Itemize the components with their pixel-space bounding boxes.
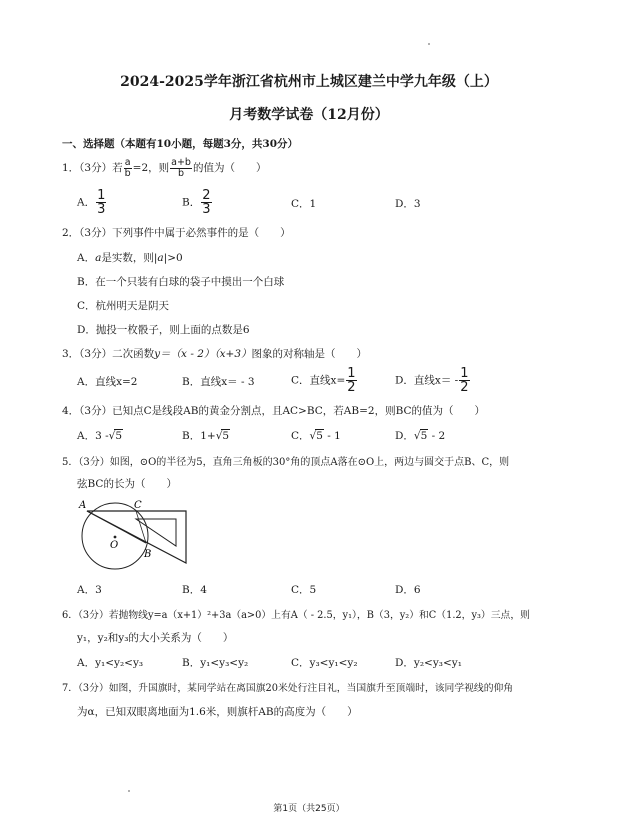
q1-option-c: C．1 [291, 198, 317, 210]
q1-fraction-a-over-b: $\frac{a}{b}$ [124, 157, 131, 179]
question-7-stem-line2: 为α，已知双眼离地面为1.6米，则旗杆AB的高度为（ ） [77, 706, 358, 718]
question-4-stem: 4．（3分）已知点C是线段AB的黄金分割点，且AC>BC，若AB=2，则BC的值为（ ） [62, 405, 486, 417]
q3-option-d: D．直线x＝ - $\frac{1}{2}$ [395, 366, 469, 395]
q5-label-b: B [144, 549, 152, 560]
q1-mid: =2，则 [132, 162, 170, 174]
q5-option-a: A．3 [77, 584, 102, 596]
section-heading: 一、选择题（本题有10小题，每题3分，共30分） [62, 138, 299, 150]
question-7-stem-line1: 7．（3分）如图，升国旗时，某同学站在离国旗20米处行注目礼，当国旗升至顶端时，该同学视线的仰角 [62, 683, 514, 694]
q2-option-b: B．在一个只装有白球的袋子中摸出一个白球 [77, 276, 285, 288]
scan-dot [428, 43, 430, 45]
q3-option-b: B．直线x＝ - 3 [182, 376, 255, 388]
question-5-stem-line1: 5．（3分）如图，⊙O的半径为5，直角三角板的30°角的顶点A落在⊙O上，两边与圆交于点B、C，则 [62, 457, 510, 468]
q5-set-square-inner [136, 519, 176, 546]
page-footer: 第1页（共25页） [273, 804, 345, 814]
q4-option-a: A．3 -√5 [77, 430, 123, 442]
question-3-stem: 3．（3分）二次函数y＝（x - 2）（x+3）图象的对称轴是（ ） [62, 348, 368, 360]
q4-option-c: C．√5 - 1 [291, 430, 341, 442]
question-5-stem-line2: 弦BC的长为（ ） [77, 478, 177, 490]
q1-prefix: 1．（3分）若 [62, 162, 123, 174]
q5-label-o: O [110, 540, 119, 551]
q6-option-b: B．y₁<y₃<y₂ [182, 657, 249, 669]
page-title-line1: 2024-2025学年浙江省杭州市上城区建兰中学九年级（上） [120, 74, 498, 90]
q1-option-b: B． $\frac{2}{3}$ [182, 188, 211, 217]
q6-option-c: C．y₃<y₁<y₂ [291, 657, 358, 669]
question-6-stem-line2: y₁，y₂和y₃的大小关系为（ ） [77, 632, 234, 644]
q4-option-d: D．√5 - 2 [395, 430, 446, 442]
q2-option-a: A．a是实数，则|a|>0 [77, 252, 183, 264]
page-title-line2: 月考数学试卷（12月份） [229, 107, 389, 123]
q5-center-point [114, 536, 117, 539]
q5-option-b: B．4 [182, 584, 207, 596]
question-6-stem-line1: 6．（3分）若抛物线y=a（x+1）²+3a（a>0）上有A（ - 2.5，y₁），B（3，y₂）和C（1.2，y₃）三点，则 [62, 610, 530, 621]
q6-option-d: D．y₂<y₃<y₁ [395, 657, 462, 669]
question-1-stem [62, 158, 266, 178]
q1-option-a: A． $\frac{1}{3}$ [77, 188, 106, 217]
q1-fraction-sum: $\frac{a+b}{b}$ [171, 157, 191, 179]
question-2-stem: 2．（3分）下列事件中属于必然事件的是（ ） [62, 227, 291, 239]
q3-option-a: A．直线x=2 [77, 376, 138, 388]
q5-option-d: D．6 [395, 584, 421, 596]
q1-option-d: D．3 [395, 198, 421, 210]
q5-option-c: C．5 [291, 584, 317, 596]
q5-figure [72, 496, 192, 571]
scan-dot-bottom [128, 790, 130, 792]
q4-option-b: B．1+√5 [182, 430, 230, 442]
q5-label-a: A [79, 500, 87, 511]
q2-option-c: C．杭州明天是阴天 [77, 300, 170, 312]
q1-suffix: 的值为（ ） [192, 162, 267, 174]
q2-option-d: D．抛投一枚骰子，则上面的点数是6 [77, 324, 250, 336]
q3-option-c: C．直线x= $\frac{1}{2}$ [291, 366, 356, 395]
q5-label-c: C [134, 500, 142, 511]
q6-option-a: A．y₁<y₂<y₃ [77, 657, 144, 669]
